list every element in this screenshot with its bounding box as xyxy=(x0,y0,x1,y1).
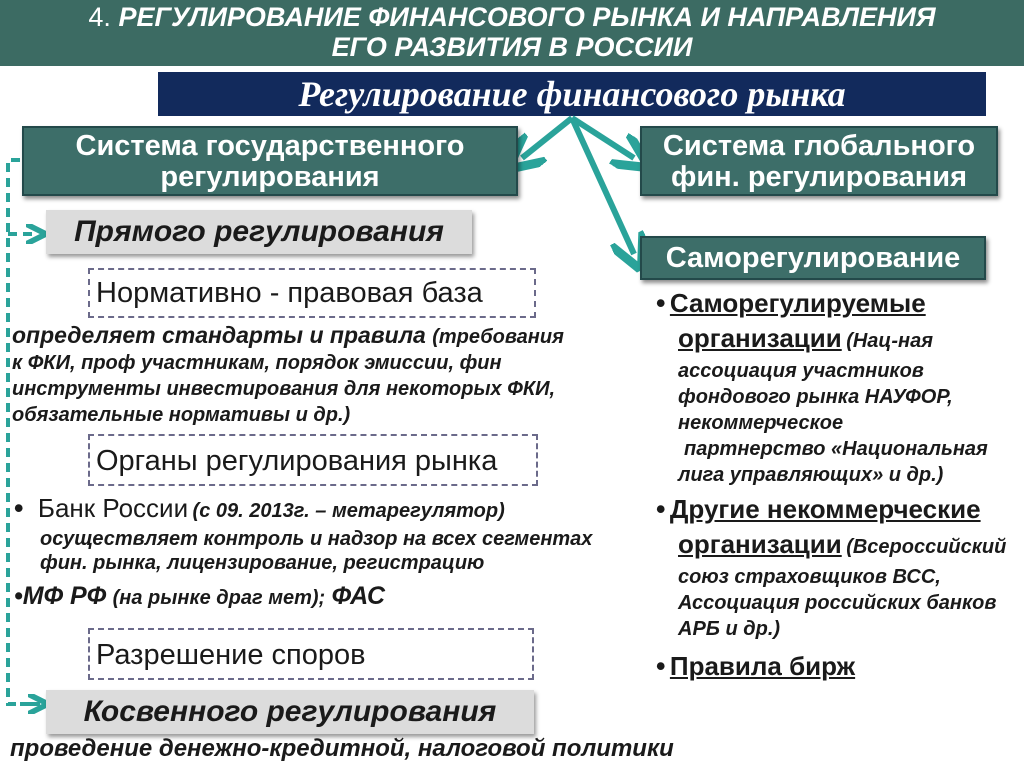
nco-line-5: АРБ и др.) xyxy=(678,618,781,640)
main-title: Регулирование финансового рынка xyxy=(158,72,986,116)
state-regulation-system-box xyxy=(22,126,518,196)
header-number: 4. xyxy=(88,2,111,32)
state-system-line-2: регулирования xyxy=(160,161,380,193)
state-system-line-1: Система государственного xyxy=(75,130,465,162)
nco-line-3: союз страховщиков ВСС, xyxy=(678,566,941,588)
nco-title: Другие некоммерческие xyxy=(669,494,981,524)
bank-of-russia-item xyxy=(14,494,654,527)
regulatory-organs-box: Органы регулирования рынка xyxy=(88,434,538,486)
sro-line-7: лига управляющих» и др.) xyxy=(678,464,944,486)
bank-of-russia-desc-2: фин. рынка, лицензирование, регистрацию xyxy=(40,552,485,574)
nco-paren: (Всероссийский xyxy=(846,536,1007,558)
direct-regulation-label: Прямого регулирования xyxy=(46,210,472,254)
normative-desc-paren: (требования xyxy=(432,326,564,348)
arrow-to-state-system xyxy=(522,118,572,158)
sro-line-2 xyxy=(678,323,1024,358)
nco-title-2: организации xyxy=(678,529,842,559)
bullet-dot: • xyxy=(656,288,666,318)
nco-item xyxy=(656,494,1024,529)
header-title-line-1: РЕГУЛИРОВАНИЕ ФИНАНСОВОГО РЫНКА И НАПРАВЛЕНИЯ xyxy=(118,2,936,32)
bank-of-russia-desc-1: осуществляет контроль и надзор на всех сегментах xyxy=(40,528,593,550)
normative-desc-main: определяет стандарты и правила xyxy=(12,322,426,348)
normative-desc-line-3: инструменты инвестирования для некоторых ФКИ, xyxy=(12,378,556,400)
nco-line-2 xyxy=(678,529,1024,564)
global-system-line-2: фин. регулирования xyxy=(670,161,968,193)
normative-desc-line-4: обязательные нормативы и др.) xyxy=(12,404,351,426)
self-regulation-list xyxy=(656,288,1024,687)
normative-base-box: Нормативно - правовая база xyxy=(88,268,536,318)
exchange-rules-item xyxy=(656,650,1024,687)
normative-description xyxy=(12,322,632,428)
self-regulation-box: Саморегулирование xyxy=(640,236,986,280)
bullet-dot: • xyxy=(14,493,24,523)
sro-line-4: фондового рынка НАУФОР, xyxy=(678,386,953,408)
minfin-name: •МФ РФ xyxy=(14,582,107,610)
sro-paren: (Нац-ная xyxy=(846,330,933,352)
sro-line-3: ассоциация участников xyxy=(678,360,924,382)
exchange-rules: Правила бирж xyxy=(669,651,856,681)
header-title-line-2: ЕГО РАЗВИТИЯ В РОССИИ xyxy=(331,32,693,62)
global-system-line-1: Система глобального xyxy=(662,130,976,162)
dispute-resolution-box: Разрешение споров xyxy=(88,628,534,680)
sro-line-5: некоммерческое xyxy=(678,412,844,434)
bank-of-russia-name: Банк России xyxy=(37,493,189,523)
minfin-item xyxy=(14,581,654,613)
fas-name: ФАС xyxy=(331,582,386,610)
indirect-regulation-label: Косвенного регулирования xyxy=(46,690,534,734)
minfin-note: (на рынке драг мет); xyxy=(112,587,326,609)
sro-item xyxy=(656,288,1024,323)
indirect-regulation-desc: проведение денежно-кредитной, налоговой политики xyxy=(10,735,674,762)
nco-line-4: Ассоциация российских банков xyxy=(678,592,997,614)
regulatory-organs-list xyxy=(14,494,654,613)
sro-title: Саморегулируемые xyxy=(669,288,926,318)
bank-of-russia-note: (с 09. 2013г. – метарегулятор) xyxy=(192,500,505,522)
normative-desc-line-2: к ФКИ, проф участникам, порядок эмиссии, фин xyxy=(12,352,502,374)
sro-line-6: партнерство «Национальная xyxy=(684,438,988,460)
normative-desc-line-1 xyxy=(12,322,632,350)
global-regulation-system-box xyxy=(640,126,998,196)
bullet-dot: • xyxy=(656,494,666,524)
bullet-dot: • xyxy=(656,651,666,681)
dashed-bracket xyxy=(8,160,40,704)
sro-title-2: организации xyxy=(678,323,842,353)
